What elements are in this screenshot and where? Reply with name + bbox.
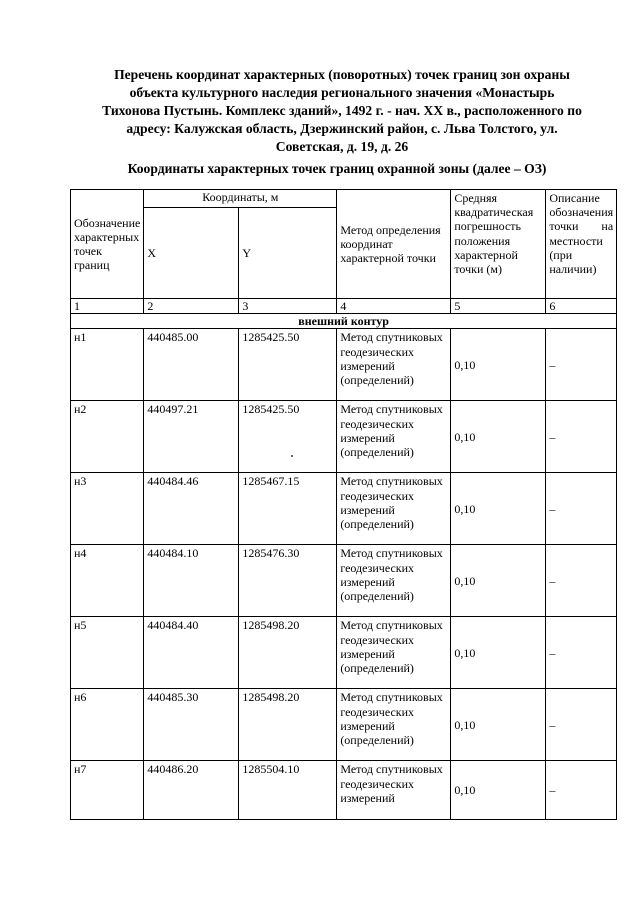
point-id: н2 bbox=[71, 401, 144, 473]
description: – bbox=[546, 545, 617, 617]
x-coordinate: 440484.10 bbox=[144, 545, 239, 617]
x-coordinate: 440484.40 bbox=[144, 617, 239, 689]
point-id: н1 bbox=[71, 329, 144, 401]
column-number: 6 bbox=[546, 299, 617, 314]
description: – bbox=[546, 329, 617, 401]
table-row bbox=[71, 761, 617, 820]
header-y: Y bbox=[239, 208, 337, 299]
x-coordinate: 440485.00 bbox=[144, 329, 239, 401]
title-line: Советская, д. 19, д. 26 bbox=[275, 139, 409, 154]
scan-speck bbox=[291, 455, 293, 457]
table-row bbox=[71, 617, 617, 689]
column-numbers-row bbox=[71, 299, 617, 314]
error-value: 0,10 bbox=[451, 401, 546, 473]
column-number: 3 bbox=[239, 299, 337, 314]
header-description: Описание обозначения точки на местности (при наличии) bbox=[546, 190, 617, 299]
description: – bbox=[546, 473, 617, 545]
method: Метод спутниковых геодезических измерений (определений) bbox=[337, 617, 451, 689]
point-id: н7 bbox=[71, 761, 144, 820]
header-row bbox=[71, 190, 617, 208]
x-coordinate: 440497.21 bbox=[144, 401, 239, 473]
error-value: 0,10 bbox=[451, 617, 546, 689]
description: – bbox=[546, 761, 617, 820]
x-coordinate: 440486.20 bbox=[144, 761, 239, 820]
x-coordinate: 440485.30 bbox=[144, 689, 239, 761]
title-line: адресу: Калужская область, Дзержинский район, с. Льва Толстого, ул. bbox=[126, 121, 558, 136]
point-id: н6 bbox=[71, 689, 144, 761]
header-method: Метод определения координат характерной точки bbox=[337, 190, 451, 299]
column-number: 4 bbox=[337, 299, 451, 314]
y-coordinate: 1285498.20 bbox=[239, 689, 337, 761]
error-value: 0,10 bbox=[451, 473, 546, 545]
description: – bbox=[546, 401, 617, 473]
table-row bbox=[71, 689, 617, 761]
table-row bbox=[71, 473, 617, 545]
coordinates-table bbox=[70, 189, 617, 820]
y-coordinate: 1285476.30 bbox=[239, 545, 337, 617]
method: Метод спутниковых геодезических измерений (определений) bbox=[337, 689, 451, 761]
method: Метод спутниковых геодезических измерений bbox=[337, 761, 451, 820]
y-coordinate: 1285425.50 bbox=[239, 329, 337, 401]
error-value: 0,10 bbox=[451, 329, 546, 401]
description: – bbox=[546, 689, 617, 761]
point-id: н5 bbox=[71, 617, 144, 689]
error-value: 0,10 bbox=[451, 761, 546, 820]
table-row bbox=[71, 401, 617, 473]
section-row bbox=[71, 314, 617, 329]
header-coords: Координаты, м bbox=[144, 190, 337, 208]
x-coordinate: 440484.46 bbox=[144, 473, 239, 545]
title-line: объекта культурного наследия регионального значения «Монастырь bbox=[129, 85, 555, 100]
y-coordinate: 1285425.50 bbox=[239, 401, 337, 473]
title-line: Перечень координат характерных (поворотных) точек границ зон охраны bbox=[114, 67, 570, 82]
method: Метод спутниковых геодезических измерений (определений) bbox=[337, 401, 451, 473]
y-coordinate: 1285504.10 bbox=[239, 761, 337, 820]
table-row bbox=[71, 329, 617, 401]
y-coordinate: 1285467.15 bbox=[239, 473, 337, 545]
column-number: 1 bbox=[71, 299, 144, 314]
column-number: 5 bbox=[451, 299, 546, 314]
method: Метод спутниковых геодезических измерений (определений) bbox=[337, 329, 451, 401]
column-number: 2 bbox=[144, 299, 239, 314]
error-value: 0,10 bbox=[451, 689, 546, 761]
table-caption: Координаты характерных точек границ охранной зоны (далее – ОЗ) bbox=[127, 161, 547, 176]
error-value: 0,10 bbox=[451, 545, 546, 617]
description: – bbox=[546, 617, 617, 689]
method: Метод спутниковых геодезических измерений (определений) bbox=[337, 545, 451, 617]
point-id: н3 bbox=[71, 473, 144, 545]
header-point: Обозначение характерных точек границ bbox=[71, 190, 144, 299]
header-error: Средняя квадратическая погрешность положения характерной точки (м) bbox=[451, 190, 546, 299]
header-x: X bbox=[144, 208, 239, 299]
table-row bbox=[71, 545, 617, 617]
point-id: н4 bbox=[71, 545, 144, 617]
section-title: внешний контур bbox=[71, 314, 617, 329]
title-line: Тихонова Пустынь. Комплекс зданий», 1492 г. - нач. XX в., расположенного по bbox=[102, 103, 582, 118]
method: Метод спутниковых геодезических измерений (определений) bbox=[337, 473, 451, 545]
document-title bbox=[80, 66, 604, 156]
y-coordinate: 1285498.20 bbox=[239, 617, 337, 689]
